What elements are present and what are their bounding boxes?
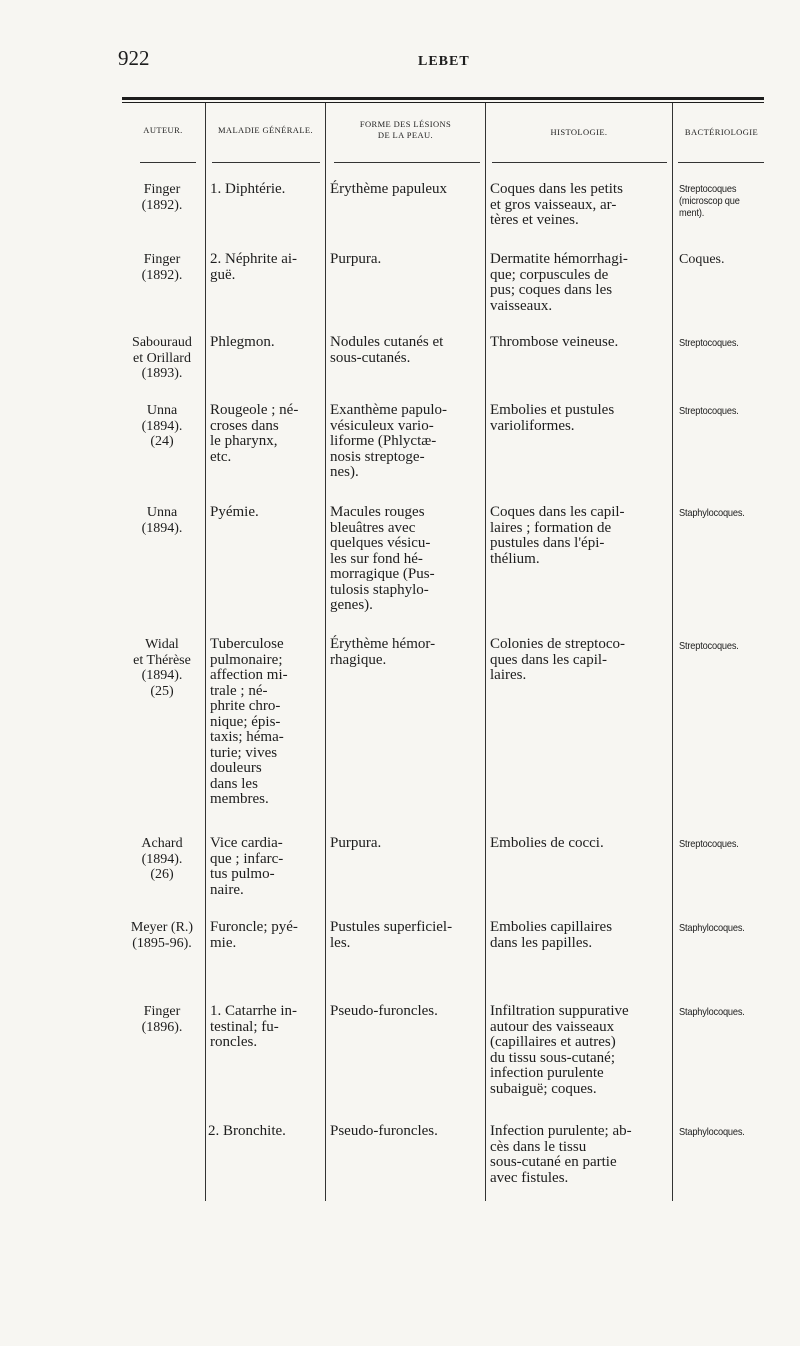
- disease-cell: Vice cardia- que ; infarc- tus pulmo- naire.: [210, 835, 284, 898]
- bacteriology-cell: Streptocoques.: [679, 640, 739, 652]
- disease-cell: 1. Diphtérie.: [210, 181, 286, 197]
- author-cell: Sabouraud et Orillard (1893).: [132, 335, 192, 381]
- author-cell: Meyer (R.) (1895-96).: [130, 920, 194, 951]
- bacteriology-cell: Staphylocoques.: [679, 507, 745, 519]
- header-disease: MALADIE GÉNÉRALE.: [217, 125, 314, 135]
- header-author: AUTEUR.: [143, 125, 183, 135]
- histology-cell: Dermatite hémorrhagi- que; corpuscules de pus; coques dans les vaisseaux.: [490, 251, 628, 314]
- author-cell: Unna (1894).: [141, 505, 183, 536]
- header-rule: [678, 162, 764, 163]
- histology-cell: Embolies capillaires dans les papilles.: [490, 919, 613, 951]
- histology-cell: Coques dans les petits et gros vaisseaux, ar- tères et veines.: [490, 181, 623, 228]
- author-cell: Achard (1894). (26): [141, 836, 183, 882]
- lesion-cell: Purpura.: [330, 835, 382, 851]
- histology-cell: Thrombose veineuse.: [490, 334, 619, 350]
- author-cell: Finger (1892).: [141, 252, 183, 283]
- header-histology: HISTOLOGIE.: [550, 127, 608, 137]
- disease-cell: Phlegmon.: [210, 334, 275, 350]
- bacteriology-cell: Staphylocoques.: [679, 922, 745, 934]
- author-cell: Finger (1896).: [141, 1004, 183, 1035]
- disease-cell: 2. Bronchite.: [208, 1123, 286, 1139]
- histology-cell: Embolies et pustules varioliformes.: [490, 402, 615, 434]
- bacteriology-cell: Streptocoques.: [679, 337, 739, 349]
- bacteriology-cell: Coques.: [679, 252, 725, 267]
- disease-cell: Pyémie.: [210, 504, 259, 520]
- lesion-cell: Nodules cutanés et sous-cutanés.: [330, 334, 444, 366]
- disease-cell: 2. Néphrite ai- guë.: [210, 251, 298, 283]
- bacteriology-cell: Staphylocoques.: [679, 1126, 745, 1138]
- bacteriology-cell: Streptocoques.: [679, 838, 739, 850]
- disease-cell: Tuberculose pulmonaire; affection mi- trale ; né- phrite chro- nique; épis- taxis; héma- turie; vives douleurs dans les membres.: [210, 636, 288, 807]
- top-rule-thin: [122, 102, 764, 103]
- header-rule: [212, 162, 320, 163]
- lesion-cell: Pseudo-furoncles.: [330, 1003, 438, 1019]
- bacteriology-cell: Streptocoques.: [679, 405, 739, 417]
- lesion-cell: Pustules superficiel- les.: [330, 919, 453, 951]
- disease-cell: 1. Catarrhe in- testinal; fu- roncles.: [210, 1003, 298, 1050]
- histology-cell: Colonies de streptoco- ques dans les capil- laires.: [490, 636, 625, 683]
- column-divider: [325, 103, 326, 1201]
- top-rule-thick: [122, 97, 764, 100]
- running-head: LEBET: [418, 54, 470, 69]
- histology-cell: Infiltration suppurative autour des vaisseaux (capillaires et autres) du tissu sous-cutané; infection purulente subaiguë; coques.: [490, 1003, 629, 1097]
- page-number: 922: [118, 46, 150, 70]
- lesion-cell: Pseudo-furoncles.: [330, 1123, 438, 1139]
- author-cell: Unna (1894). (24): [141, 403, 183, 449]
- column-divider: [672, 103, 673, 1201]
- header-rule: [140, 162, 196, 163]
- column-divider: [485, 103, 486, 1201]
- histology-cell: Infection purulente; ab- cès dans le tissu sous-cutané en partie avec fistules.: [490, 1123, 632, 1186]
- lesion-cell: Macules rouges bleuâtres avec quelques vésicu- les sur fond hé- morragique (Pus- tulosis staphylo- genes).: [330, 504, 435, 613]
- lesion-cell: Érythème hémor- rhagique.: [330, 636, 436, 668]
- histology-cell: Embolies de cocci.: [490, 835, 604, 851]
- histology-cell: Coques dans les capil- laires ; formation de pustules dans l'épi- thélium.: [490, 504, 625, 567]
- header-rule: [492, 162, 667, 163]
- bacteriology-cell: Staphylocoques.: [679, 1006, 745, 1018]
- bacteriology-cell: Streptocoques (microscop que ment).: [679, 183, 740, 219]
- header-rule: [334, 162, 480, 163]
- lesion-cell: Érythème papuleux: [330, 181, 448, 197]
- disease-cell: Rougeole ; né- croses dans le pharynx, etc.: [210, 402, 299, 465]
- header-bacteriology: BACTÉRIOLOGIE: [684, 127, 759, 137]
- disease-cell: Furoncle; pyé- mie.: [210, 919, 298, 951]
- lesion-cell: Exanthème papulo- vésiculeux vario- liforme (Phlyctæ- nosis streptoge- nes).: [330, 402, 448, 480]
- header-lesion: FORME DES LÉSIONS DE LA PEAU.: [359, 119, 452, 140]
- author-cell: Widal et Thérèse (1894). (25): [133, 637, 191, 699]
- lesion-cell: Purpura.: [330, 251, 382, 267]
- author-cell: Finger (1892).: [141, 182, 183, 213]
